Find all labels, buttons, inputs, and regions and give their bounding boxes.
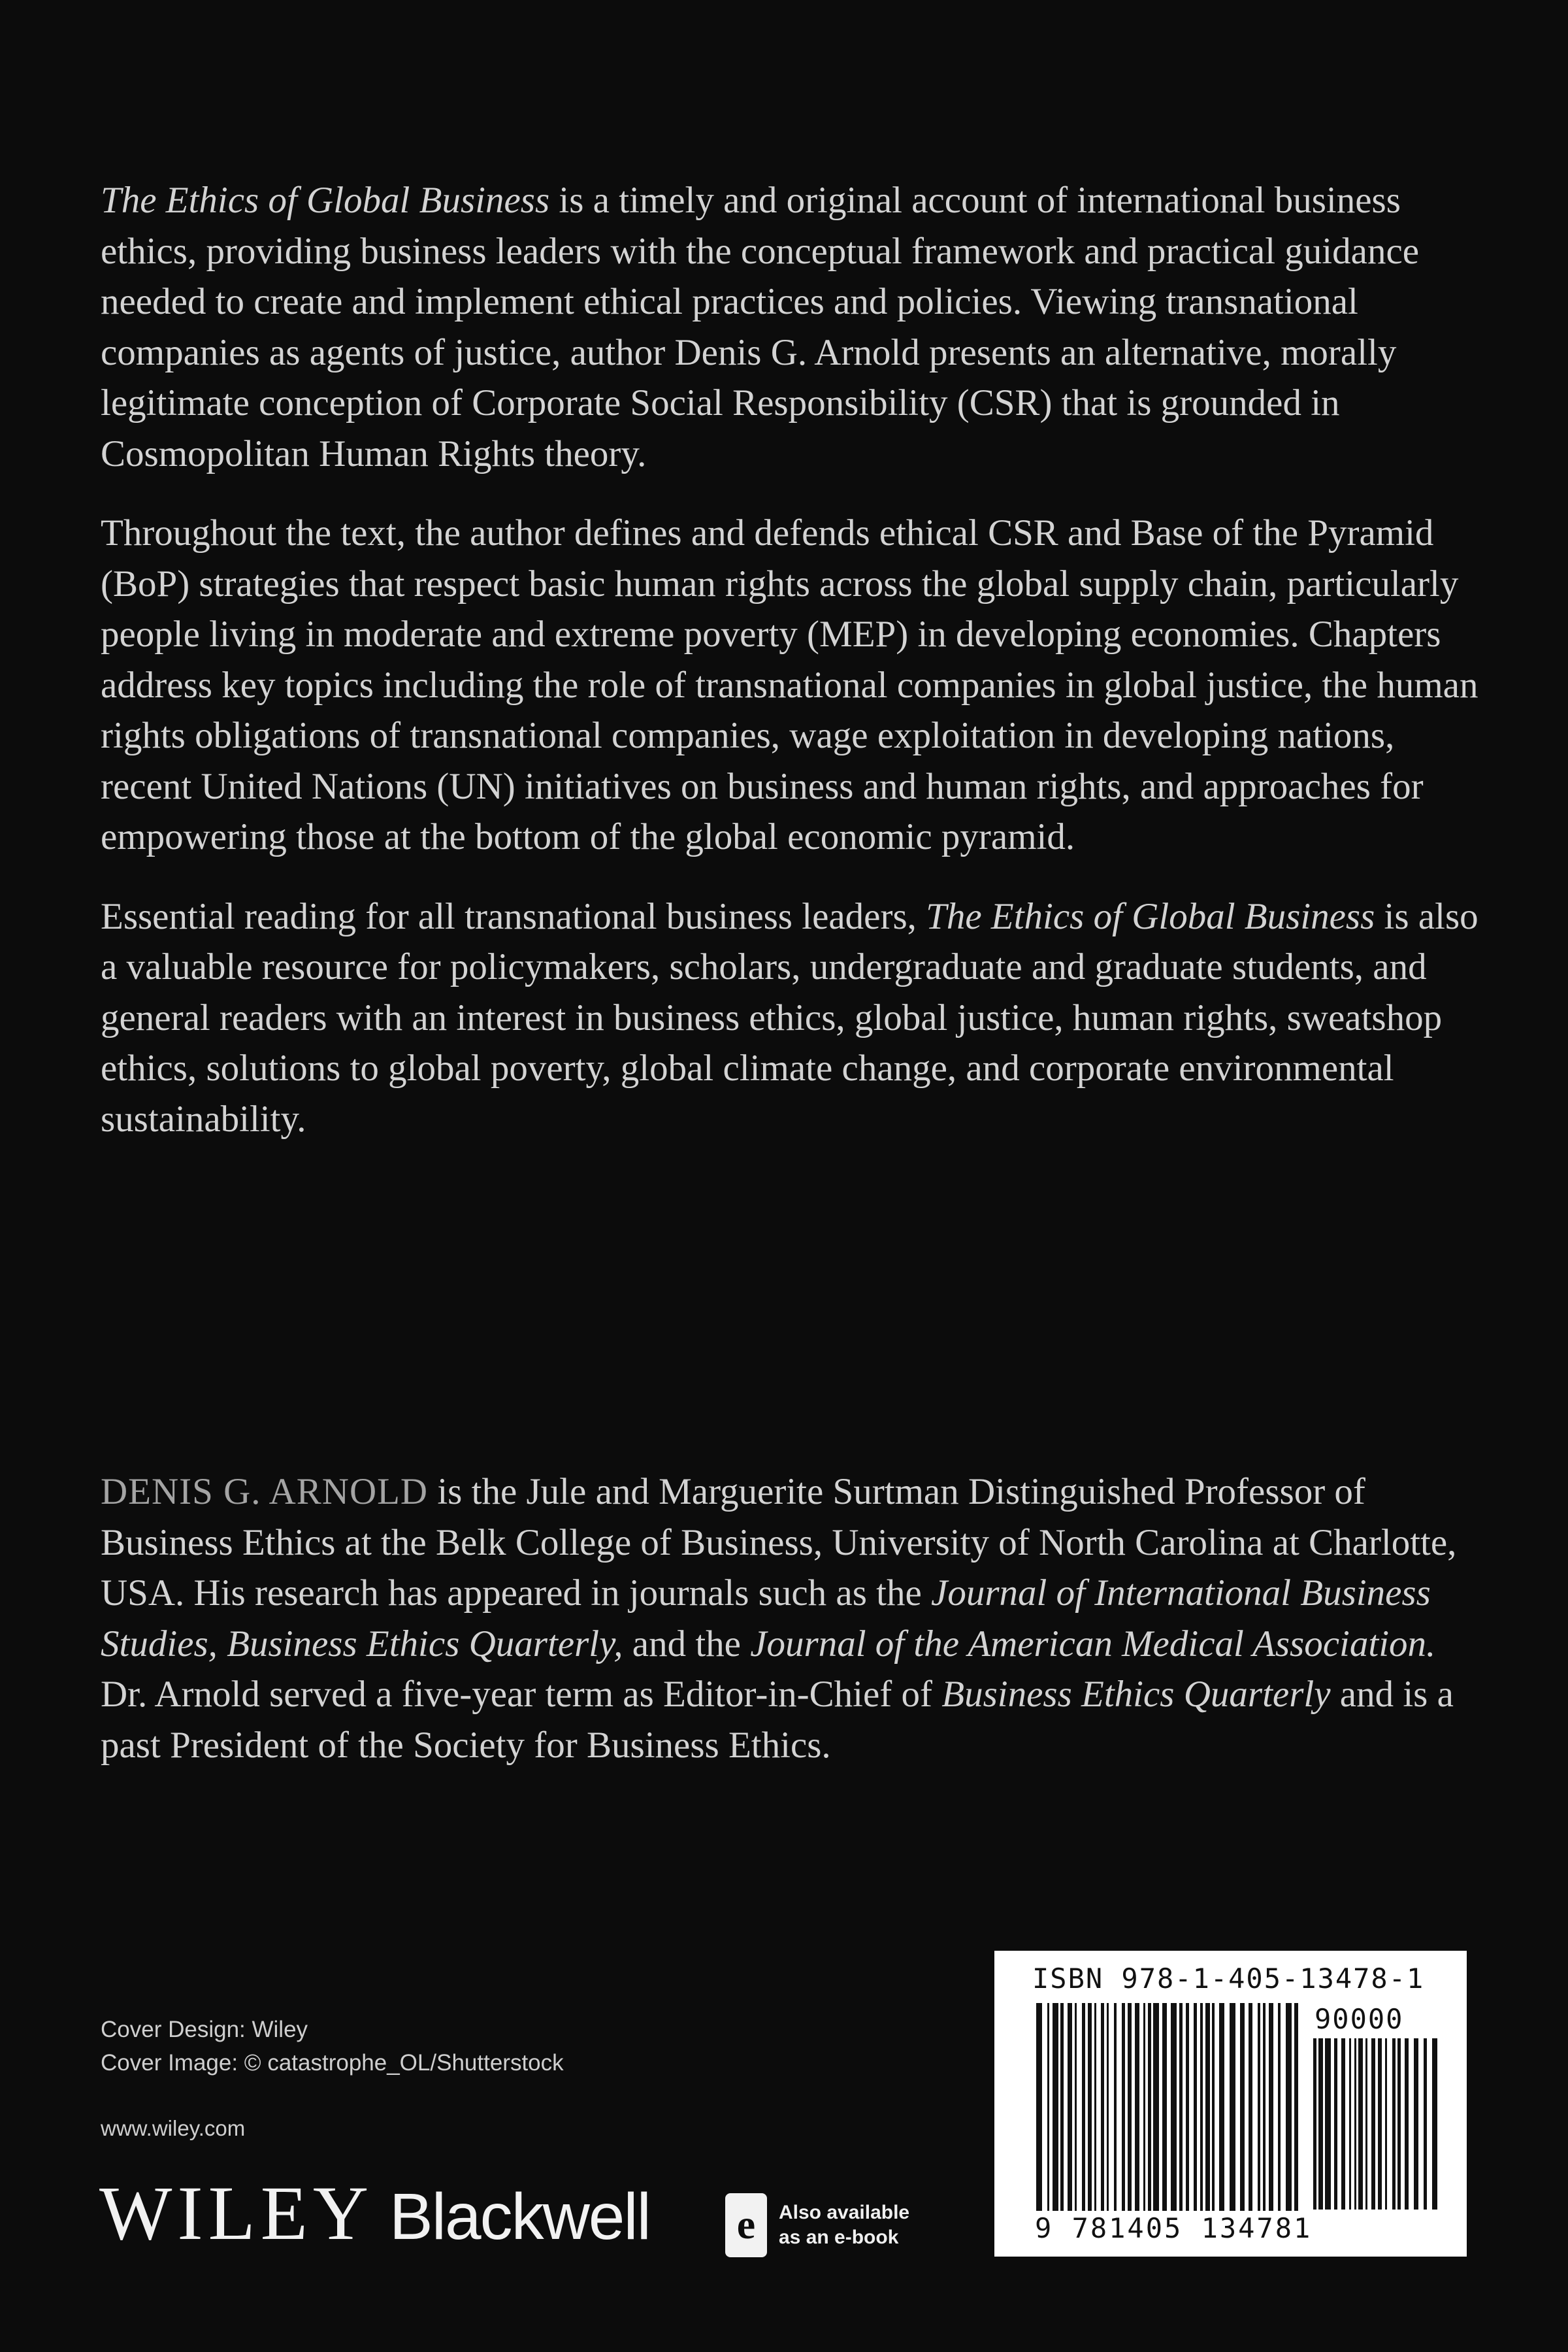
ean-barcode-bars: [1036, 2003, 1304, 2211]
barcode-bar: [1424, 2038, 1427, 2210]
ebook-glyph: [730, 2200, 762, 2250]
paragraph-text: is also a valuable resource for policymakers, scholars, undergraduate and graduate students, and general readers with an interest in business ethics, global justice, human rights, sweatshop ethics, solutions to global poverty, global climate change, and corporate environmental sustainability.: [101, 895, 1478, 1140]
journal-name: Journal of the American Medical Association.: [750, 1623, 1436, 1665]
wiley-blackwell-logo: [99, 2170, 650, 2256]
author-name: DENIS G. ARNOLD: [101, 1471, 429, 1512]
barcode-bar: [1186, 2003, 1189, 2211]
barcode-bar: [1354, 2038, 1356, 2210]
price-code: 90000: [1315, 2003, 1404, 2035]
barcode-bar: [1088, 2003, 1092, 2211]
ebook-icon: [725, 2193, 767, 2257]
barcode-bar: [1405, 2038, 1409, 2210]
book-title-italic: The Ethics of Global Business: [926, 895, 1375, 937]
bio-text: and the: [623, 1623, 751, 1665]
barcode-bar: [1162, 2003, 1167, 2211]
barcode-bar: [1171, 2003, 1177, 2211]
barcode-bar: [1082, 2003, 1085, 2211]
barcode-bar: [1200, 2003, 1203, 2211]
isbn-number: ISBN 978-1-405-13478-1: [1032, 1963, 1425, 1995]
barcode-bar: [1143, 2003, 1145, 2211]
bio-text: Dr. Arnold served a five-year term as Editor-in-Chief of: [101, 1674, 942, 1715]
barcode-bar: [1318, 2038, 1323, 2210]
barcode-bar: [1334, 2038, 1337, 2210]
barcode-bar: [1060, 2003, 1064, 2211]
blackwell-wordmark: Blackwell: [389, 2180, 650, 2253]
barcode-bar: [1135, 2003, 1139, 2211]
ebook-line-2: as an e-book: [779, 2227, 899, 2248]
barcode-bar: [1258, 2003, 1260, 2211]
barcode-bar: [1094, 2003, 1096, 2211]
barcode-bar: [1075, 2003, 1077, 2211]
journal-names: Journal of International Business Studies, Business Ethics Quarterly,: [101, 1572, 1431, 1665]
barcode-bar: [1397, 2038, 1401, 2210]
barcode-bar: [1278, 2003, 1281, 2211]
ean-digits: 9 781405 134781: [1035, 2212, 1313, 2244]
book-description: [101, 175, 1479, 1173]
cover-design-credit: Cover Design: Wiley: [101, 2017, 308, 2042]
barcode-bar: [1432, 2038, 1437, 2210]
barcode-bar: [1349, 2038, 1351, 2210]
barcode-bar: [1047, 2003, 1049, 2211]
barcode-bar: [1365, 2038, 1367, 2210]
barcode-bar: [1107, 2003, 1109, 2211]
bio-text: is the Jule and Marguerite Surtman Distinguished Professor of Business Ethics at the Belk College of Business, University of North Carolina at Charlotte, USA. His research has appeared in journals such as the: [101, 1471, 1457, 1614]
barcode-bar: [1101, 2003, 1104, 2211]
barcode-bar: [1219, 2003, 1224, 2211]
barcode-bar: [1269, 2003, 1273, 2211]
barcode-bar: [1114, 2003, 1117, 2211]
barcode-bar: [1341, 2038, 1345, 2210]
description-paragraph-1: [101, 175, 1479, 479]
journal-name: Business Ethics Quarterly: [941, 1674, 1331, 1715]
cover-credits: [101, 2013, 564, 2079]
barcode-bar: [1194, 2003, 1197, 2211]
addon-barcode-bars: [1313, 2038, 1444, 2210]
ebook-notice: [725, 2193, 909, 2257]
barcode-bar: [1128, 2003, 1132, 2211]
barcode-bar: [1148, 2003, 1151, 2211]
wiley-wordmark: WILEY: [99, 2170, 374, 2256]
cover-image-credit: Cover Image: © catastrophe_OL/Shutterstock: [101, 2050, 564, 2076]
barcode-bar: [1263, 2003, 1266, 2211]
barcode-bar: [1249, 2003, 1252, 2211]
barcode-bar: [1153, 2003, 1159, 2211]
description-paragraph-2: Throughout the text, the author defines and defends ethical CSR and Base of the Pyramid (BoP) strategies that respect basic human rights across the global supply chain, particularly people living in moderate and extreme poverty (MEP) in developing economies. Chapters address key topics including the role of transnational companies in global justice, the human rights obligations of transnational companies, wage exploitation in developing nations, recent United Nations (UN) initiatives on business and human rights, and approaches for empowering those at the bottom of the global economic pyramid.: [101, 512, 1478, 857]
ebook-label: [779, 2200, 909, 2250]
barcode-bar: [1068, 2003, 1072, 2211]
barcode-bar: [1286, 2003, 1292, 2211]
barcode-bar: [1240, 2003, 1245, 2211]
ebook-icon-letter: e: [736, 2201, 756, 2247]
publisher-website: www.wiley.com: [101, 2116, 246, 2140]
isbn-barcode: [994, 1951, 1467, 2257]
barcode-bar: [1371, 2038, 1375, 2210]
barcode-bar: [1378, 2038, 1382, 2210]
barcode-bar: [1385, 2038, 1387, 2210]
barcode-bar: [1212, 2003, 1215, 2211]
book-title-italic: The Ethics of Global Business: [101, 180, 550, 221]
paragraph-text: is a timely and original account of international business ethics, providing business leaders with the conceptual framework and practical guidance needed to create and implement ethical practices and policies. Viewing transnational companies as agents of justice, author Denis G. Arnold presents an alternative, morally legitimate conception of Corporate Social Responsibility (CSR) that is grounded in Cosmopolitan Human Rights theory.: [101, 180, 1420, 474]
barcode-bar: [1392, 2038, 1396, 2210]
ebook-line-1: Also available: [779, 2202, 910, 2223]
barcode-bar: [1122, 2003, 1125, 2211]
bio-text: and is a past President of the Society for Business Ethics.: [101, 1674, 1454, 1766]
author-bio: [101, 1466, 1479, 1770]
description-paragraph-3: [101, 891, 1479, 1145]
barcode-bar: [1053, 2003, 1058, 2211]
barcode-bar: [1036, 2003, 1042, 2211]
barcode-bar: [1414, 2038, 1418, 2210]
barcode-bar: [1358, 2038, 1363, 2210]
barcode-bar: [1294, 2003, 1298, 2211]
barcode-bar: [1325, 2038, 1331, 2210]
barcode-bar: [1230, 2003, 1235, 2211]
barcode-bar: [1205, 2003, 1210, 2211]
paragraph-lead: Essential reading for all transnational business leaders,: [101, 895, 926, 937]
barcode-bar: [1179, 2003, 1183, 2211]
barcode-bar: [1313, 2038, 1316, 2210]
